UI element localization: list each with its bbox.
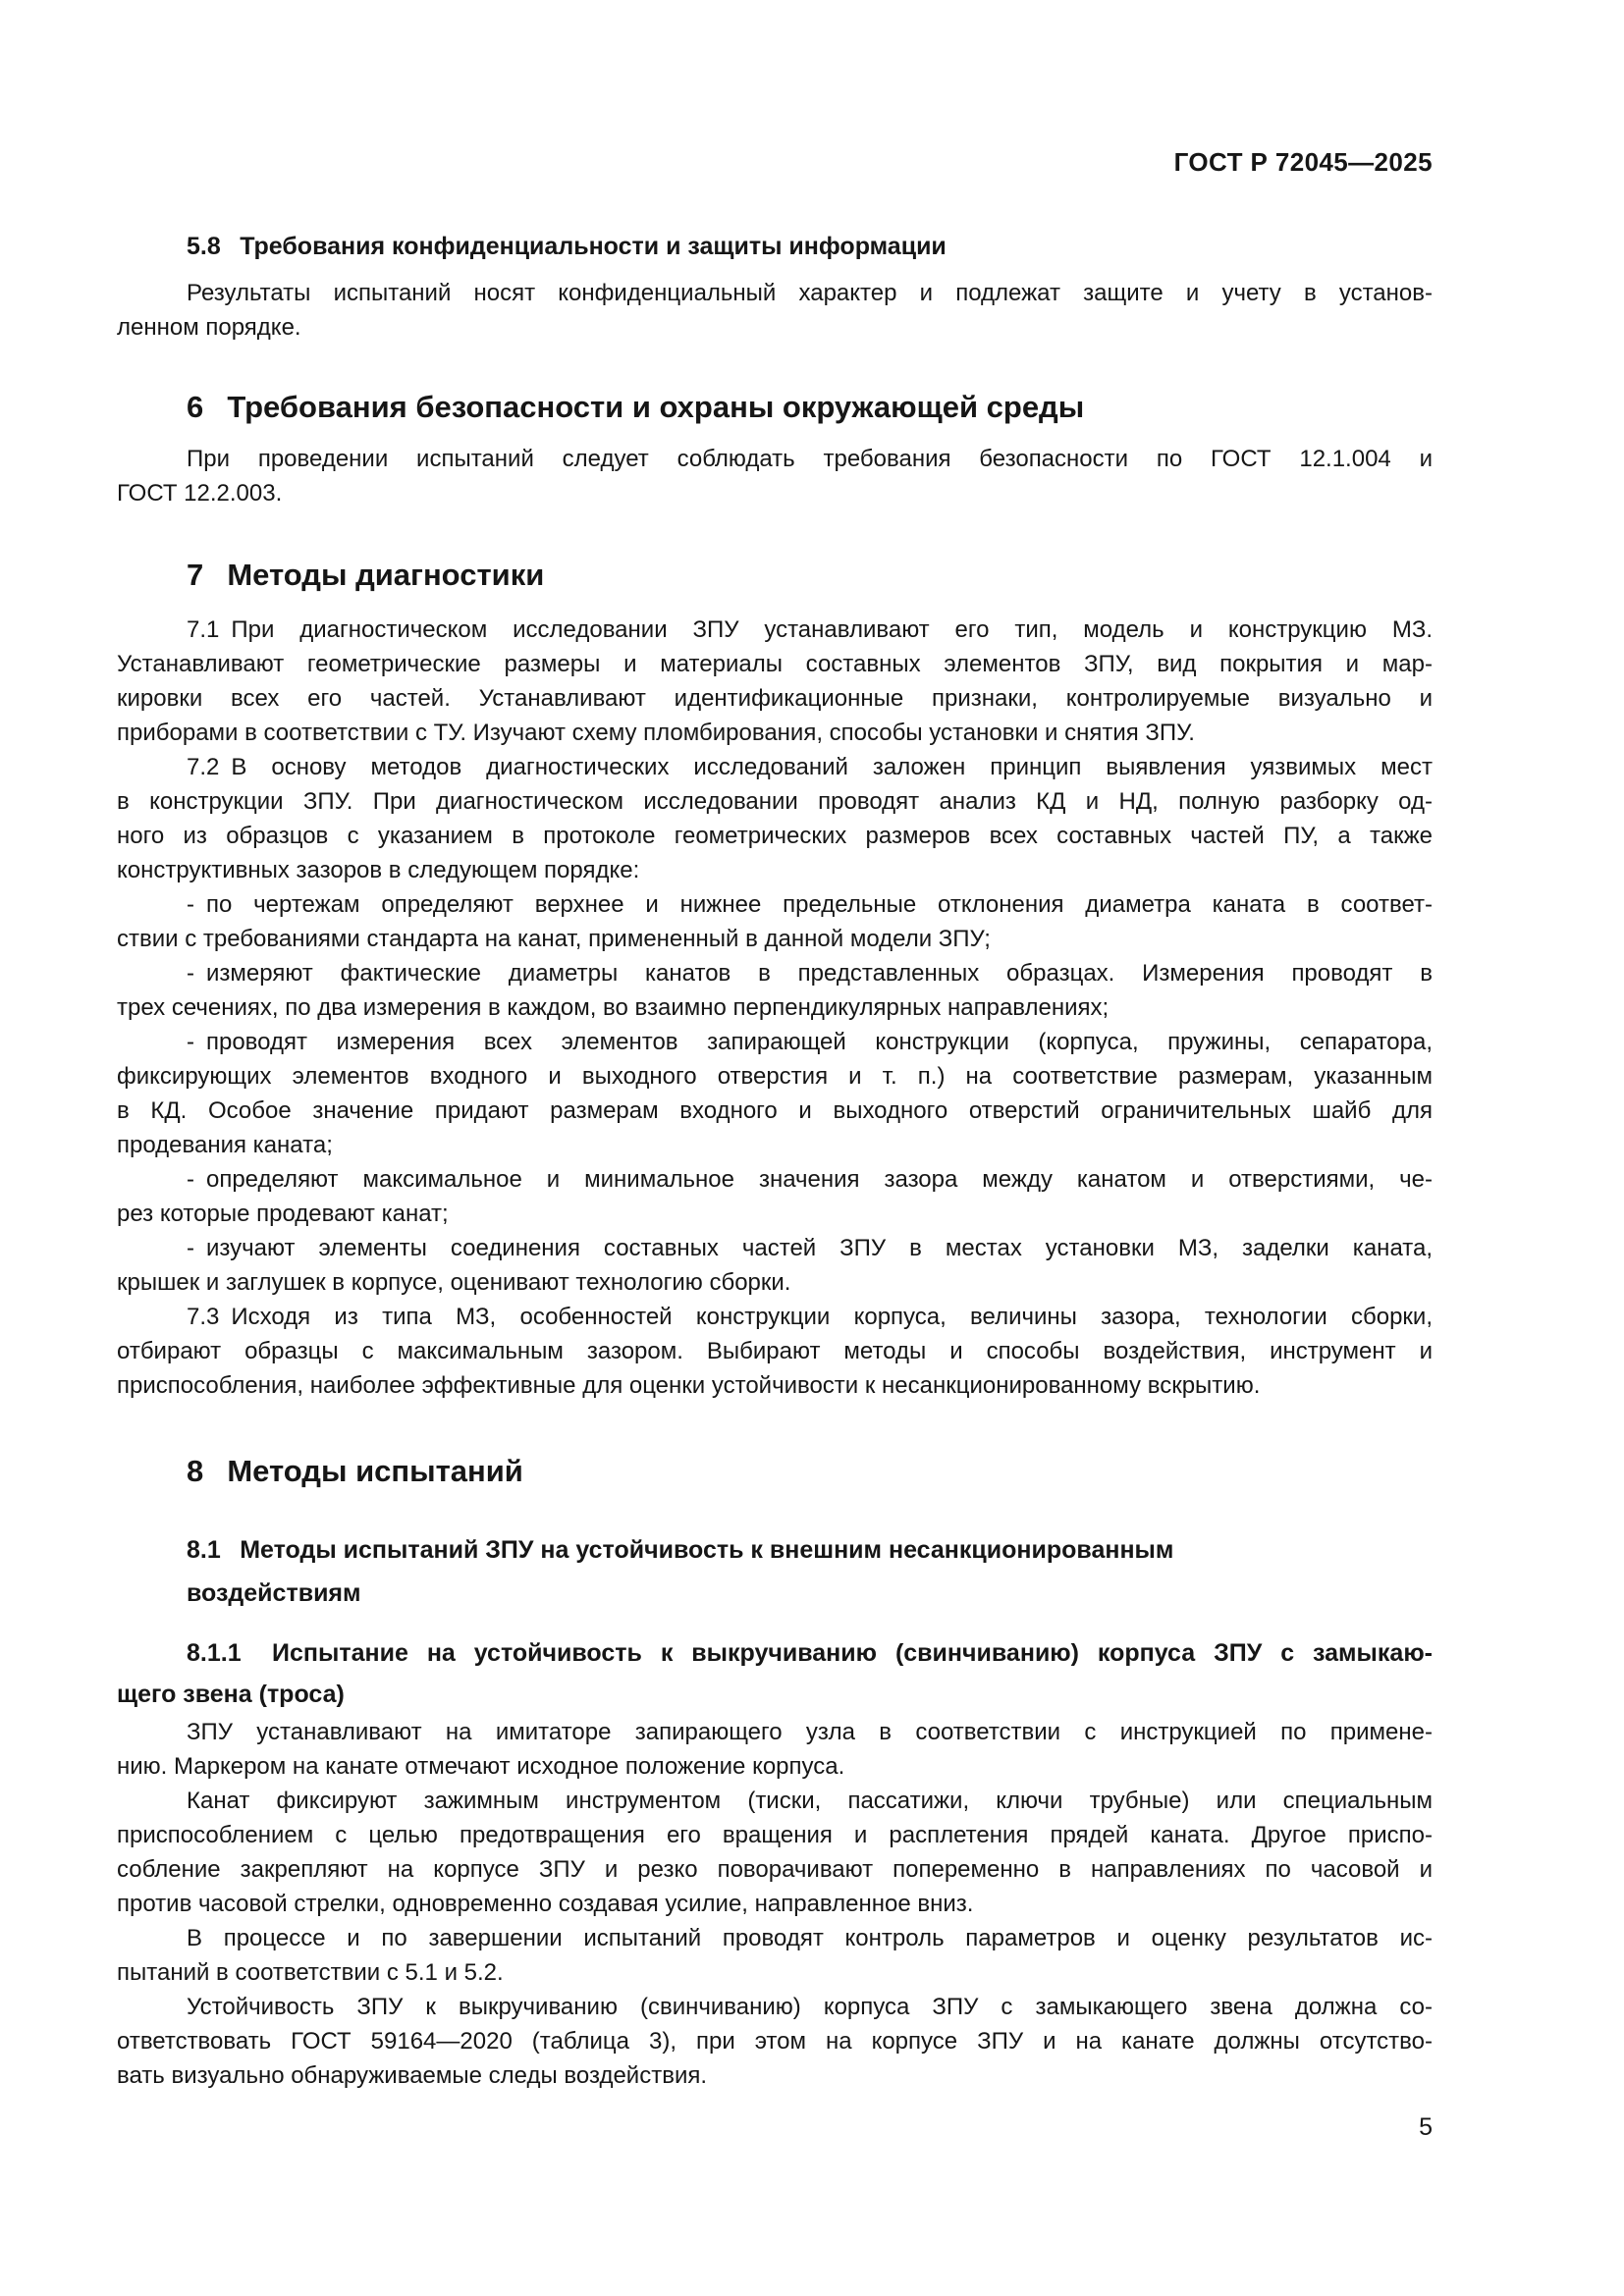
text-line: щего звена (троса) xyxy=(117,1681,345,1708)
text-line: против часовой стрелки, одновременно создавая усилие, направленное вниз. xyxy=(117,1891,974,1917)
text-line: - определяют максимальное и минимальное значения зазора между канатом и отверстиями, че- xyxy=(187,1166,1433,1193)
text-line: вать визуально обнаруживаемые следы воздействия. xyxy=(117,2062,708,2089)
heading-8-1-1 xyxy=(117,1632,1433,1715)
running-header: ГОСТ Р 72045—2025 xyxy=(1173,147,1433,177)
text-line: ленном порядке. xyxy=(117,314,301,341)
text-line: рез которые продевают канат; xyxy=(117,1201,449,1227)
paragraph-8-1-1-a xyxy=(117,1715,1433,1784)
paragraph-8-1-1-d xyxy=(117,1990,1433,2093)
content-frame xyxy=(117,0,1433,2142)
text-line: ного из образцов с указанием в протоколе геометрических размеров всех составных частей ПУ, а также xyxy=(117,823,1433,849)
text-line: - по чертежам определяют верхнее и нижнее предельные отклонения диаметра каната в соответ- xyxy=(187,891,1433,918)
heading-7: 7 Методы диагностики xyxy=(187,558,545,592)
text-line: 7.2 В основу методов диагностических исследований заложен принцип выявления уязвимых мест xyxy=(187,754,1433,780)
heading-5-8: 5.8 Требования конфиденциальности и защиты информации xyxy=(187,233,947,260)
text-line: ГОСТ 12.2.003. xyxy=(117,480,283,507)
text-line: пытаний в соответствии с 5.1 и 5.2. xyxy=(117,1959,504,1986)
text-line: Устанавливают геометрические размеры и материалы составных элементов ЗПУ, вид покрытия и мар- xyxy=(117,651,1433,677)
heading-8-1 xyxy=(117,1528,1433,1615)
text-line: фиксирующих элементов входного и выходного отверстия и т. п.) на соответствие размерам, указанным xyxy=(117,1063,1433,1090)
text-line: 8.1.1 Испытание на устойчивость к выкручиванию (свинчиванию) корпуса ЗПУ с замыкаю- xyxy=(187,1639,1433,1667)
paragraph-6 xyxy=(117,442,1433,510)
list-item-3 xyxy=(117,1025,1433,1162)
paragraph-5-8 xyxy=(117,276,1433,345)
paragraph-8-1-1-b xyxy=(117,1784,1433,1921)
text-line: Устойчивость ЗПУ к выкручиванию (свинчиванию) корпуса ЗПУ с замыкающего звена должна со- xyxy=(187,1994,1433,2020)
list-item-5 xyxy=(117,1231,1433,1300)
text-line: - проводят измерения всех элементов запирающей конструкции (корпуса, пружины, сепаратора, xyxy=(187,1029,1433,1055)
text-line: - измеряют фактические диаметры канатов в представленных образцах. Измерения проводят в xyxy=(187,960,1433,987)
text-line: в конструкции ЗПУ. При диагностическом исследовании проводят анализ КД и НД, полную разборку од- xyxy=(117,788,1433,815)
text-line: ЗПУ устанавливают на имитаторе запирающего узла в соответствии с инструкцией по примене- xyxy=(187,1719,1433,1745)
text-line: кировки всех его частей. Устанавливают идентификационные признаки, контролируемые визуально и xyxy=(117,685,1433,712)
text-line: 7.1 При диагностическом исследовании ЗПУ устанавливают его тип, модель и конструкцию МЗ. xyxy=(187,616,1433,643)
text-line: конструктивных зазоров в следующем порядке: xyxy=(117,857,640,883)
text-line: приспособлением с целью предотвращения его вращения и расплетения прядей каната. Другое приспо- xyxy=(117,1822,1433,1848)
list-item-1 xyxy=(117,887,1433,956)
text-line: воздействиям xyxy=(187,1579,361,1607)
paragraph-7-2 xyxy=(117,750,1433,887)
heading-6: 6 Требования безопасности и охраны окружающей среды xyxy=(187,390,1085,424)
text-line: Результаты испытаний носят конфиденциальный характер и подлежат защите и учету в установ- xyxy=(187,280,1433,306)
text-line: Канат фиксируют зажимным инструментом (тиски, пассатижи, ключи трубные) или специальным xyxy=(187,1788,1433,1814)
text-line: продевания каната; xyxy=(117,1132,333,1158)
list-item-4 xyxy=(117,1162,1433,1231)
text-line: 8.1 Методы испытаний ЗПУ на устойчивость к внешним несанкционированным xyxy=(187,1536,1174,1564)
text-line: При проведении испытаний следует соблюдать требования безопасности по ГОСТ 12.1.004 и xyxy=(187,446,1433,472)
paragraph-7-1 xyxy=(117,613,1433,750)
text-line: ответствовать ГОСТ 59164—2020 (таблица 3), при этом на корпусе ЗПУ и на канате должны отсутство- xyxy=(117,2028,1433,2055)
heading-8: 8 Методы испытаний xyxy=(187,1454,523,1488)
text-line: трех сечениях, по два измерения в каждом, во взаимно перпендикулярных направлениях; xyxy=(117,994,1110,1021)
list-item-2 xyxy=(117,956,1433,1025)
paragraph-8-1-1-c xyxy=(117,1921,1433,1990)
text-line: приборами в соответствии с ТУ. Изучают схему пломбирования, способы установки и снятия ЗПУ. xyxy=(117,720,1195,746)
page-number: 5 xyxy=(1419,2113,1433,2141)
text-line: собление закрепляют на корпусе ЗПУ и резко поворачивают попеременно в направлениях по часовой и xyxy=(117,1856,1433,1883)
text-line: - изучают элементы соединения составных частей ЗПУ в местах установки МЗ, заделки каната, xyxy=(187,1235,1433,1261)
text-line: ствии с требованиями стандарта на канат, примененный в данной модели ЗПУ; xyxy=(117,926,991,952)
text-line: В процессе и по завершении испытаний проводят контроль параметров и оценку результатов ис- xyxy=(187,1925,1433,1951)
text-line: приспособления, наиболее эффективные для оценки устойчивости к несанкционированному вскрытию. xyxy=(117,1372,1261,1399)
text-line: крышек и заглушек в корпусе, оценивают технологию сборки. xyxy=(117,1269,791,1296)
paragraph-7-3 xyxy=(117,1300,1433,1403)
text-line: 7.3 Исходя из типа МЗ, особенностей конструкции корпуса, величины зазора, технологии сборки, xyxy=(187,1304,1433,1330)
text-line: в КД. Особое значение придают размерам входного и выходного отверстий ограничительных шайб для xyxy=(117,1097,1433,1124)
text-line: отбирают образцы с максимальным зазором. Выбирают методы и способы воздействия, инструмент и xyxy=(117,1338,1433,1364)
text-line: нию. Маркером на канате отмечают исходное положение корпуса. xyxy=(117,1753,845,1780)
